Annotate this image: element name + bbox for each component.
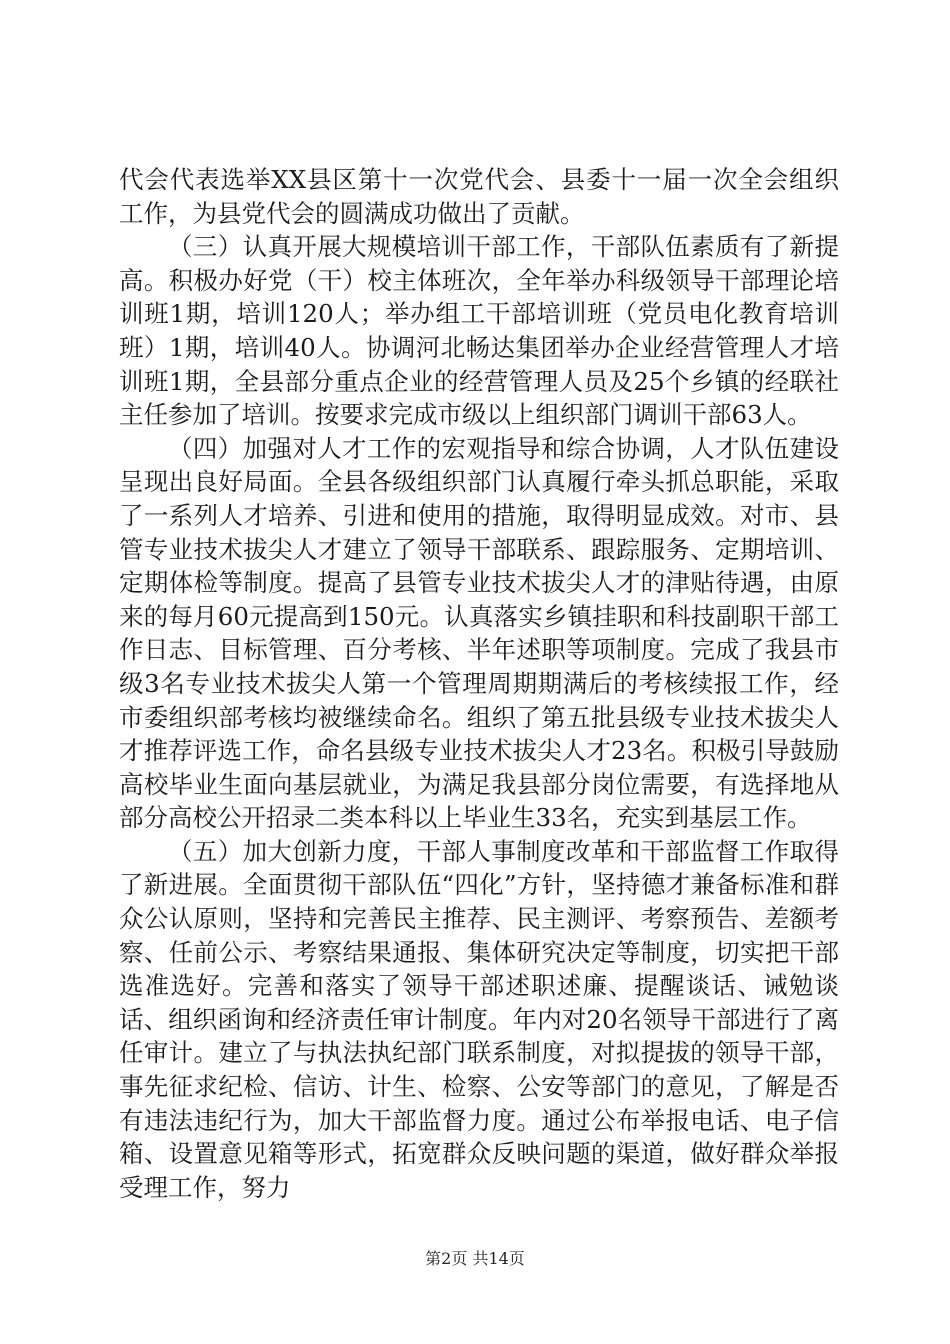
paragraph-section-5: （五）加大创新力度，干部人事制度改革和干部监督工作取得了新进展。全面贯彻干部队伍“四化”方针，坚持德才兼备标准和群众公认原则，坚持和完善民主推荐、民主测评、考察预告、差额考察、任前公示、考察结果通报、集体研究决定等制度，切实把干部选准选好。完善和落实了领导干部述职述廉、提醒谈话、诫勉谈话、组织函询和经济责任审计制度。年内对20名领导干部进行了离任审计。建立了与执法执纪部门联系制度，对拟提拔的领导干部，事先征求纪检、信访、计生、检察、公安等部门的意见，了解是否有违法违纪行为，加大干部监督力度。通过公布举报电话、电子信箱、设置意见箱等形式，拓宽群众反映问题的渠道，做好群众举报受理工作，努力 [119, 836, 839, 1202]
paragraph-continuation: 代会代表选举XX县区第十一次党代会、县委十一届一次全会组织工作，为县党代会的圆满成功做出了贡献。 [119, 165, 839, 228]
paragraph-section-3: （三）认真开展大规模培训干部工作，干部队伍素质有了新提高。积极办好党（干）校主体班次，全年举办科级领导干部理论培训班1期，培训120人；举办组工干部培训班（党员电化教育培训班）1期，培训40人。协调河北畅达集团举办企业经营管理人才培训班1期，全县部分重点企业的经营管理人员及25个乡镇的经联社主任参加了培训。按要求完成市级以上组织部门调训干部63人。 [119, 232, 839, 430]
paragraph-section-4: （四）加强对人才工作的宏观指导和综合协调，人才队伍建设呈现出良好局面。全县各级组织部门认真履行牵头抓总职能，采取了一系列人才培养、引进和使用的措施，取得明显成效。对市、县管专业技术拔尖人才建立了领导干部联系、跟踪服务、定期培训、定期体检等制度。提高了县管专业技术拔尖人才的津贴待遇，由原来的每月60元提高到150元。认真落实乡镇挂职和科技副职干部工作日志、目标管理、百分考核、半年述职等项制度。完成了我县市级3名专业技术拔尖人第一个管理周期期满后的考核续报工作，经市委组织部考核均被继续命名。组织了第五批县级专业技术拔尖人才推荐评选工作，命名县级专业技术拔尖人才23名。积极引导鼓励高校毕业生面向基层就业，为满足我县部分岗位需要，有选择地从部分高校公开招录二类本科以上毕业生33名，充实到基层工作。 [119, 433, 839, 833]
page-footer: 第2页 共14页 [425, 1249, 525, 1268]
document-body [119, 163, 839, 1204]
